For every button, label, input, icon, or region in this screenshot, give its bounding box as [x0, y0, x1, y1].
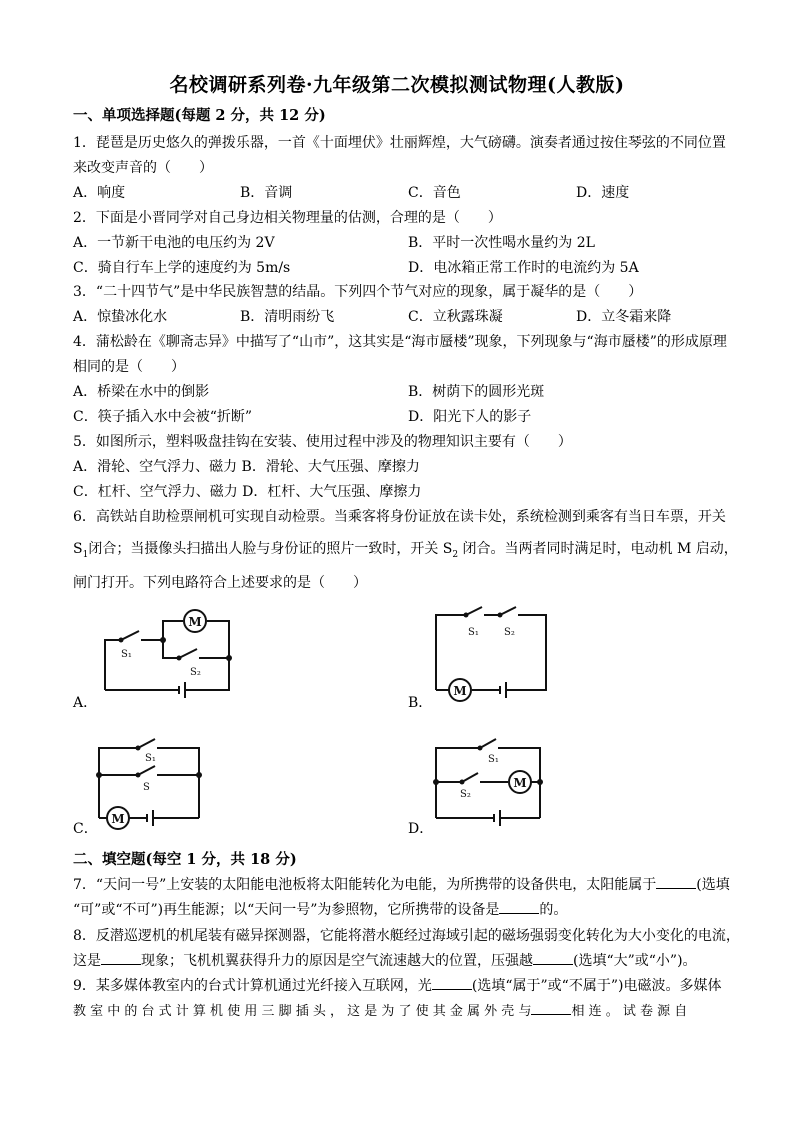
question-6-stem-cont: [73, 538, 738, 560]
q2-option-a: A．一节新干电池的电压约为 2V: [73, 235, 275, 251]
circuit-diagram-d: [430, 730, 550, 832]
s2-label: S₂: [504, 627, 515, 638]
q6-text-part: 闭合；当摄像头扫描出人脸与身份证的照片一致时，开关 S: [88, 541, 453, 557]
circuit-diagram-b: [428, 605, 558, 705]
s1-label: S₁: [121, 649, 132, 660]
question-6-stem: 6．高铁站自助检票闸机可实现自动检票。当乘客将身份证放在读卡处，系统检测到乘客有当日车票，开关: [73, 509, 726, 525]
s2-label: S₂: [460, 789, 471, 800]
question-1-stem: 1．琵琶是历史悠久的弹拨乐器，一首《十面埋伏》壮丽辉煌，大气磅礴。演奏者通过按住琴弦的不同位置: [73, 135, 726, 151]
q1-option-a: A．响度: [73, 185, 126, 201]
question-6-stem-cont2: 闸门打开。下列电路符合上述要求的是（ ）: [73, 575, 367, 591]
motor-label: M: [111, 812, 125, 826]
page-title: 名校调研系列卷·九年级第二次模拟测试物理(人教版): [169, 74, 625, 96]
q9-text: 教 室 中 的 台 式 计 算 机 使 用 三 脚 插 头 ， 这 是 为 了 使 其 金 属 外 壳 与: [73, 1004, 532, 1019]
circuit-d-caption: D．: [408, 821, 434, 837]
q2-option-c: C．骑自行车上学的速度约为 5m/s: [73, 260, 291, 276]
circuit-diagram-c: [93, 730, 213, 832]
question-8-line2: [73, 950, 697, 970]
q1-option-b: B．音调: [240, 185, 293, 201]
q3-option-d: D．立冬霜来降: [576, 309, 672, 325]
q8-answer-blank-1[interactable]: [101, 952, 141, 965]
circuit-a-caption: A．: [73, 695, 98, 711]
question-7-line1: [73, 874, 730, 894]
q2-option-d: D．电冰箱正常工作时的电流约为 5A: [408, 260, 639, 276]
s2-label: S₂: [190, 667, 201, 678]
q9-text: (选填“属于”或“不属于”)电磁波。多媒体: [471, 978, 722, 994]
question-2-stem: 2．下面是小晋同学对自己身边相关物理量的估测，合理的是（ ）: [73, 210, 502, 226]
q9-answer-blank-2[interactable]: [531, 1002, 571, 1015]
circuit-diagram-a: [95, 605, 245, 705]
q8-text: 现象；飞机机翼获得升力的原因是空气流速越大的位置，压强越: [141, 953, 533, 969]
q9-text: 相 连 。 试 卷 源 自: [571, 1004, 688, 1019]
question-4-stem: 4．蒲松龄在《聊斋志异》中描写了“山市”，这其实是“海市蜃楼”现象，下列现象与“海市蜃楼”的形成原理: [73, 334, 727, 350]
q3-option-c: C．立秋露珠凝: [408, 309, 503, 325]
q7-text: 的。: [539, 902, 568, 918]
q7-answer-blank-2[interactable]: [499, 901, 539, 914]
question-4-stem-cont: 相同的是（ ）: [73, 359, 185, 375]
q9-text: 9．某多媒体教室内的台式计算机通过光纤接入互联网，光: [73, 978, 432, 994]
question-9-line2: [73, 1000, 687, 1019]
motor-label: M: [453, 684, 467, 698]
q4-option-d: D．阳光下人的影子: [408, 409, 532, 425]
question-1-stem-cont: 来改变声音的（ ）: [73, 160, 213, 176]
q8-answer-blank-2[interactable]: [533, 952, 573, 965]
q5-options-ab: A．滑轮、空气浮力、磁力 B．滑轮、大气压强、摩擦力: [73, 459, 420, 475]
q1-option-d: D．速度: [576, 185, 630, 201]
q8-text: 这是: [73, 953, 101, 969]
q9-answer-blank-1[interactable]: [432, 977, 472, 990]
q3-option-b: B．清明雨纷飞: [240, 309, 335, 325]
s2-subscript: 2: [452, 549, 459, 560]
section-heading-single-choice: 一、单项选择题(每题 2 分，共 12 分): [73, 107, 326, 124]
circuit-b-caption: B．: [408, 695, 433, 711]
question-5-stem: 5．如图所示，塑料吸盘挂钩在安装、使用过程中涉及的物理知识主要有（ ）: [73, 434, 572, 450]
s1-label: S₁: [488, 754, 499, 765]
question-7-line2: [73, 899, 567, 919]
q4-option-c: C．筷子插入水中会被“折断”: [73, 409, 253, 425]
q6-text-part: 闭合。当两者同时满足时，电动机 M 启动，: [458, 541, 738, 557]
s1-subscript: 1: [82, 549, 89, 560]
q4-option-a: A．桥梁在水中的倒影: [73, 384, 210, 400]
section-heading-fill-blank: 二、填空题(每空 1 分，共 18 分): [73, 851, 297, 868]
q7-text: “可”或“不可”)再生能源；以“天问一号”为参照物，它所携带的设备是: [73, 902, 500, 918]
q7-answer-blank-1[interactable]: [656, 876, 696, 889]
s2-label: S: [143, 782, 150, 793]
q1-option-c: C．音色: [408, 185, 461, 201]
q3-option-a: A．惊蛰冰化水: [73, 309, 168, 325]
q2-option-b: B．平时一次性喝水量约为 2L: [408, 235, 595, 251]
question-8-line1: 8．反潜巡逻机的机尾装有磁异探测器，它能将潜水艇经过海域引起的磁场强弱变化转化为大小变化的电流，: [73, 928, 740, 944]
q5-options-cd: C．杠杆、空气浮力、磁力 D．杠杆、大气压强、摩擦力: [73, 484, 422, 500]
motor-label: M: [513, 776, 527, 790]
s1-symbol: S: [73, 541, 83, 557]
q7-text: (选填: [696, 877, 730, 893]
q7-text: 7．“天问一号”上安装的太阳能电池板将太阳能转化为电能，为所携带的设备供电，太阳能属于: [73, 877, 657, 893]
s1-label: S₁: [468, 627, 479, 638]
question-3-stem: 3．“二十四节气”是中华民族智慧的结晶。下列四个节气对应的现象，属于凝华的是（ ）: [73, 284, 643, 300]
question-9-line1: [73, 975, 721, 995]
q4-option-b: B．树荫下的圆形光斑: [408, 384, 545, 400]
q8-text: (选填“大”或“小”)。: [573, 953, 697, 969]
motor-label: M: [188, 615, 202, 629]
s1-label: S₁: [145, 753, 156, 764]
circuit-c-caption: C．: [73, 821, 98, 837]
